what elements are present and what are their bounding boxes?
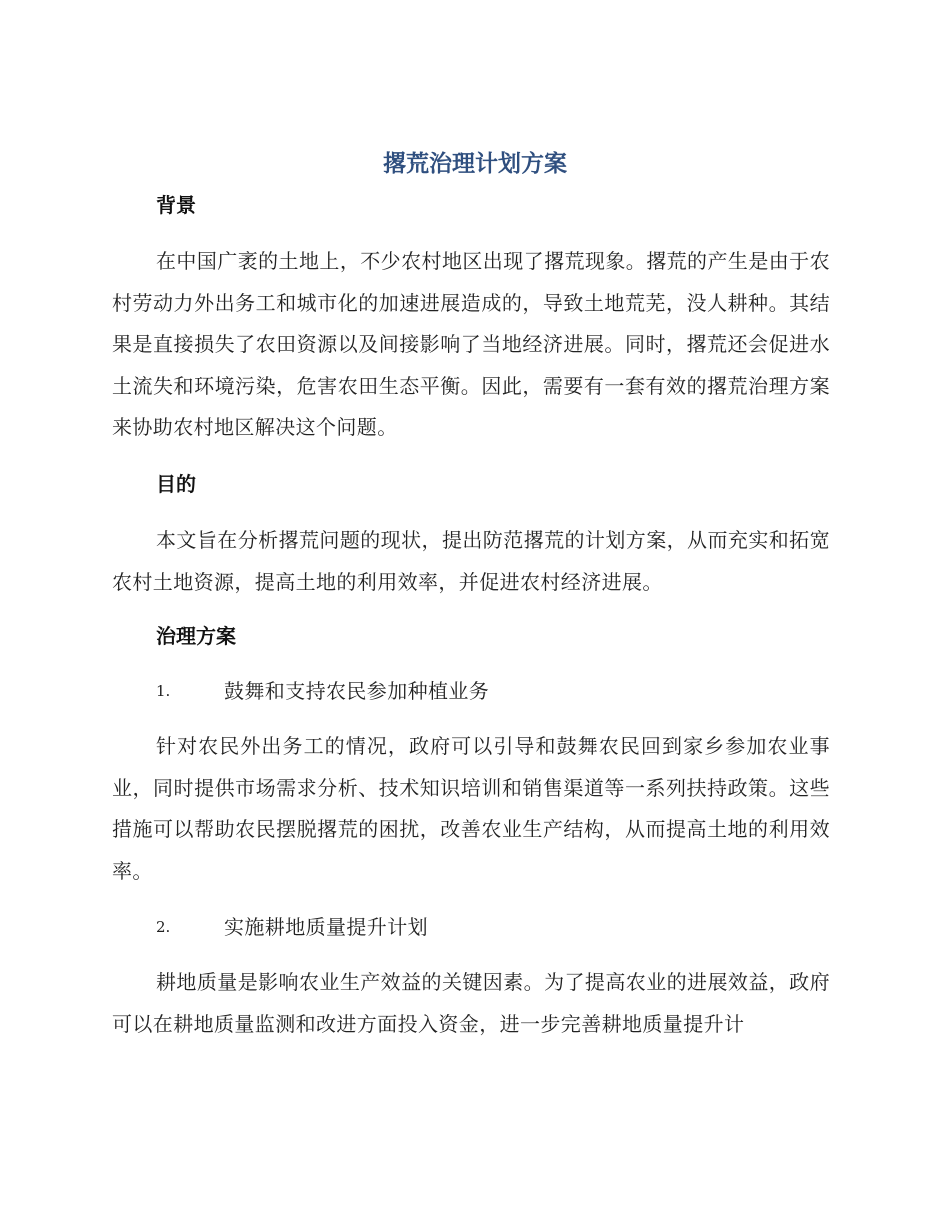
paragraph-measure-1: 针对农民外出务工的情况，政府可以引导和鼓舞农民回到家乡参加农业事业，同时提供市场需求分析、技术知识培训和销售渠道等一系列扶持政策。这些措施可以帮助农民摆脱撂荒的困扰，改善农业生产结构，从而提高土地的利用效率。 [112, 734, 830, 883]
list-label: 鼓舞和支持农民参加种植业务 [224, 679, 490, 703]
paragraph-purpose: 本文旨在分析撂荒问题的现状，提出防范撂荒的计划方案，从而充实和拓宽农村土地资源，提高土地的利用效率，并促进农村经济进展。 [112, 528, 830, 594]
list-item-measure-1 [156, 676, 489, 706]
paragraph-measure-2: 耕地质量是影响农业生产效益的关键因素。为了提高农业的进展效益，政府可以在耕地质量监测和改进方面投入资金，进一步完善耕地质量提升计 [112, 970, 830, 1036]
list-item-measure-2 [156, 912, 428, 942]
paragraph-background: 在中国广袤的土地上，不少农村地区出现了撂荒现象。撂荒的产生是由于农村劳动力外出务工和城市化的加速进展造成的，导致土地荒芜，没人耕种。其结果是直接损失了农田资源以及间接影响了当地经济进展。同时，撂荒还会促进水土流失和环境污染，危害农田生态平衡。因此，需要有一套有效的撂荒治理方案来协助农村地区解决这个问题。 [112, 249, 830, 439]
list-label: 实施耕地质量提升计划 [224, 915, 428, 939]
section-heading-background: 背景 [156, 193, 196, 217]
list-number: 1. [156, 682, 171, 700]
document-title: 撂荒治理计划方案 [383, 151, 567, 177]
section-heading-purpose: 目的 [156, 472, 196, 496]
list-number: 2. [156, 918, 171, 936]
section-heading-plan: 治理方案 [156, 624, 236, 648]
